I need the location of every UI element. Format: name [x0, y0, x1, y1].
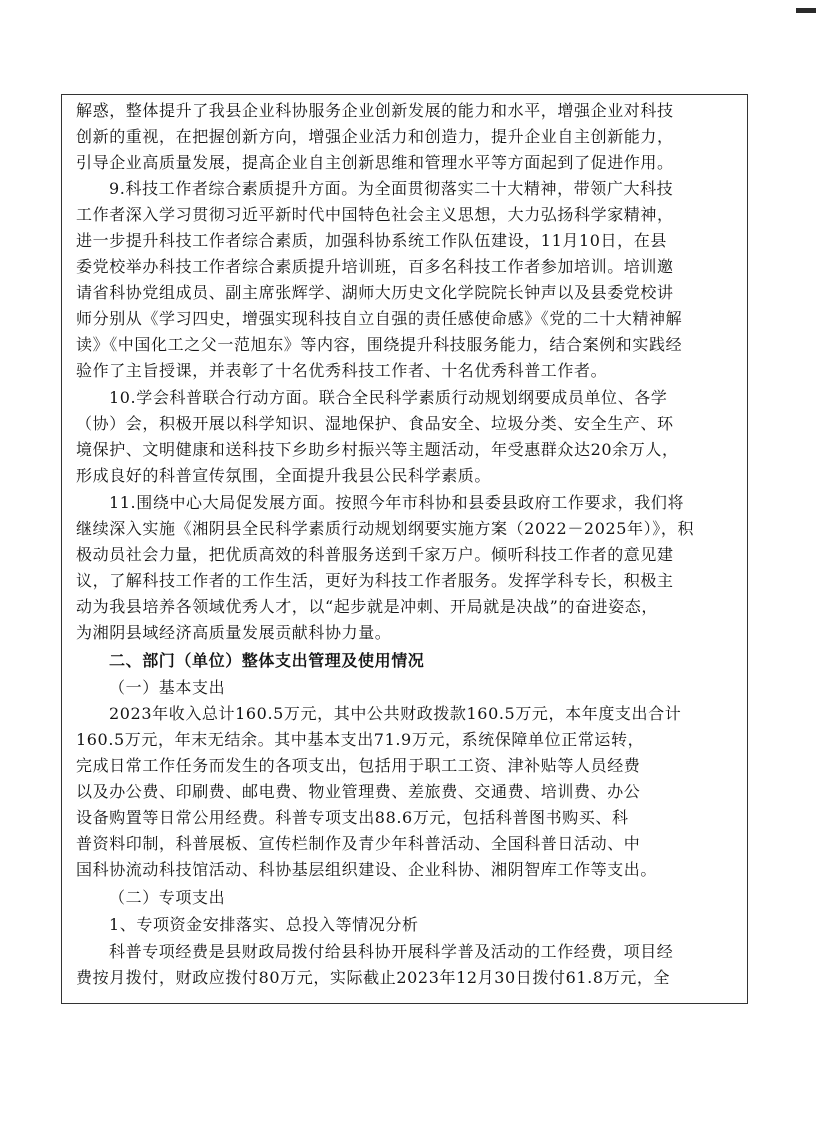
text-line: 验作了主旨授课，并表彰了十名优秀科技工作者、十名优秀科普工作者。 [76, 361, 608, 380]
text-line: 科普专项经费是县财政局拨付给县科协开展科学普及活动的工作经费，项目经 [109, 942, 674, 961]
text-line: 动为我县培养各领域优秀人才，以“起步就是冲刺、开局就是决战”的奋进姿态， [76, 597, 658, 616]
text-line: 国科协流动科技馆活动、科协基层组织建设、企业科协、湘阴智库工作等支出。 [76, 860, 658, 879]
text-line: 10.学会科普联合行动方面。联合全民科学素质行动规划纲要成员单位、各学 [109, 388, 668, 407]
text-line: 形成良好的科普宣传氛围，全面提升我县公民科学素质。 [76, 466, 492, 485]
text-line: 解惑，整体提升了我县企业科协服务企业创新发展的能力和水平，增强企业对科技 [76, 101, 674, 120]
text-line: 极动员社会力量，把优质高效的科普服务送到千家万户。倾听科技工作者的意见建 [76, 545, 674, 564]
text-line: 议，了解科技工作者的工作生活，更好为科技工作者服务。发挥学科专长，积极主 [76, 571, 674, 590]
subsection-heading: （二）专项支出 [109, 888, 226, 907]
text-line: 2023年收入总计160.5万元，其中公共财政拨款160.5万元，本年度支出合计 [109, 704, 682, 723]
text-line: （协）会，积极开展以科学知识、湿地保护、食品安全、垃圾分类、安全生产、环 [76, 414, 674, 433]
text-line: 为湘阴县域经济高质量发展贡献科协力量。 [76, 623, 392, 642]
page-corner-mark [796, 8, 816, 13]
text-line: 委党校举办科技工作者综合素质提升培训班，百多名科技工作者参加培训。培训邀 [76, 257, 674, 276]
text-line: 160.5万元，年末无结余。其中基本支出71.9万元，系统保障单位正常运转， [76, 730, 645, 749]
text-line: 费按月拨付，财政应拨付80万元，实际截止2023年12月30日拨付61.8万元，全 [76, 968, 671, 987]
text-line: 9.科技工作者综合素质提升方面。为全面贯彻落实二十大精神，带领广大科技 [109, 179, 674, 198]
subsection-heading: （一）基本支出 [109, 678, 226, 697]
document-frame [61, 94, 748, 1004]
text-line: 普资料印制，科普展板、宣传栏制作及青少年科普活动、全国科普日活动、中 [76, 834, 641, 853]
text-line: 境保护、文明健康和送科技下乡助乡村振兴等主题活动，年受惠群众达20余万人， [76, 440, 679, 459]
text-line: 进一步提升科技工作者综合素质，加强科协系统工作队伍建设，11月10日，在县 [76, 231, 667, 250]
text-line: 师分别从《学习四史，增强实现科技自立自强的责任感使命感》《党的二十大精神解 [76, 309, 683, 328]
subsection-heading: 1、专项资金安排落实、总投入等情况分析 [109, 915, 419, 934]
text-line: 继续深入实施《湘阴县全民科学素质行动规划纲要实施方案（2022－2025年）》，积 [76, 519, 695, 538]
text-line: 11.围绕中心大局促发展方面。按照今年市科协和县委县政府工作要求，我们将 [109, 493, 685, 512]
text-line: 以及办公费、印刷费、邮电费、物业管理费、差旅费、交通费、培训费、办公 [76, 782, 641, 801]
text-line: 完成日常工作任务而发生的各项支出，包括用于职工工资、津补贴等人员经费 [76, 756, 641, 775]
text-line: 请省科协党组成员、副主席张辉学、湖师大历史文化学院院长钟声以及县委党校讲 [76, 283, 674, 302]
text-line: 读》《中国化工之父一范旭东》等内容，围绕提升科技服务能力，结合案例和实践经 [76, 335, 683, 354]
section-heading: 二、部门（单位）整体支出管理及使用情况 [109, 651, 425, 670]
text-line: 工作者深入学习贯彻习近平新时代中国特色社会主义思想，大力弘扬科学家精神， [76, 205, 674, 224]
text-line: 引导企业高质量发展，提高企业自主创新思维和管理水平等方面起到了促进作用。 [76, 153, 674, 172]
text-line: 设备购置等日常公用经费。科普专项支出88.6万元，包括科普图书购买、科 [76, 808, 629, 827]
text-line: 创新的重视，在把握创新方向，增强企业活力和创造力，提升企业自主创新能力， [76, 127, 674, 146]
